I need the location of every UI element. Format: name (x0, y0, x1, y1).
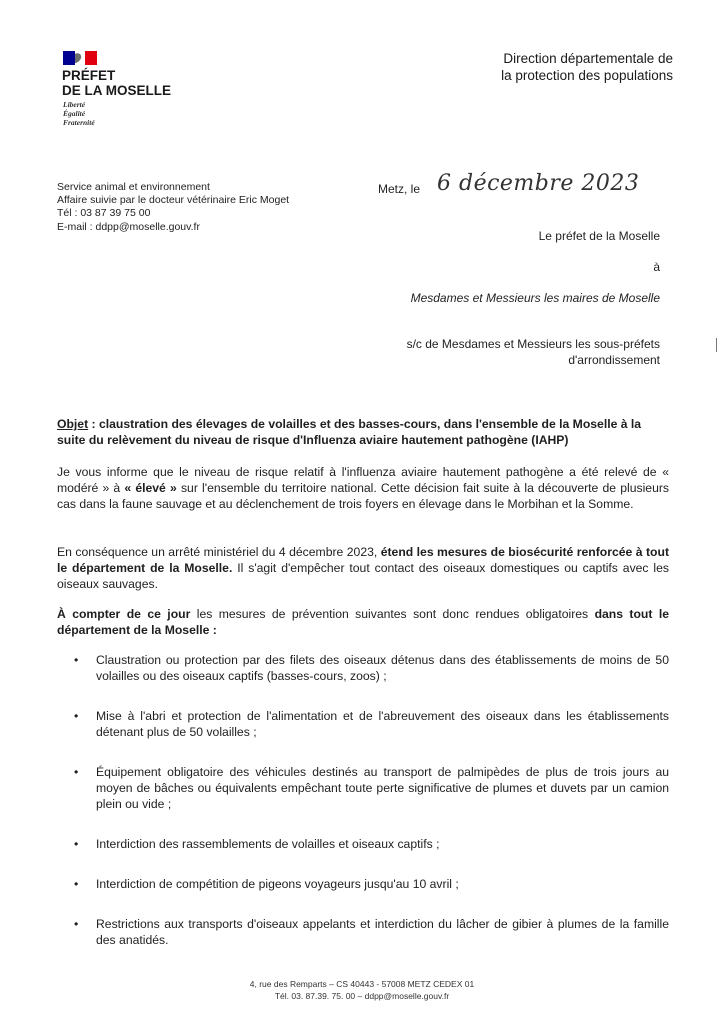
p3-text-bold-a: À compter de ce jour (57, 607, 191, 621)
handwritten-date: 6 décembre 2023 (437, 171, 640, 196)
motto-egalite: Égalité (63, 109, 86, 118)
footer-contact: Tél. 03. 87.39. 75. 00 – ddpp@moselle.gouv.fr (274, 991, 450, 1001)
measures-list (57, 652, 669, 948)
bullet-icon: • (74, 917, 79, 931)
p2-text-c: Il s'agit d'empêcher tout contact des oiseaux domestiques ou captifs avec les oiseaux sauvages. (57, 561, 670, 591)
subject-line (57, 416, 668, 448)
marianne-flag-logo (63, 51, 97, 65)
direction-title (501, 50, 673, 84)
p2-text-bold: étend les mesures de biosécurité renforcée à tout le département de la Moselle. (57, 545, 670, 575)
p1-text-c: sur l'ensemble du territoire national. Cette décision fait suite à la découverte de plusieurs cas dans la faune sauvage et au déclenchement de trois foyers en élevage dans le Morbihan et la Somme. (57, 481, 669, 511)
sender-line: Le préfet de la Moselle (538, 229, 660, 243)
scan-margin-mark (716, 338, 717, 352)
p3-text-b: les mesures de prévention suivantes sont donc rendues obligatoires (190, 607, 595, 621)
measure-text: Claustration ou protection par des filets des oiseaux détenus dans des établissements de moins de 50 volailles ou des oiseaux captifs (basses-cours, zoos) ; (96, 653, 669, 683)
sc-line-1: s/c de Mesdames et Messieurs les sous-préfets (406, 337, 660, 351)
list-item (57, 764, 669, 812)
recipient-sous-prefets (407, 336, 660, 368)
list-item (57, 836, 669, 852)
subject-text: : claustration des élevages de volailles et des basses-cours, dans l'ensemble de la Moselle à la suite du relèvement du niveau de risque d'Influenza aviaire hautement pathogène (IAHP) (57, 417, 642, 447)
measure-text: Interdiction de compétition de pigeons voyageurs jusqu'au 10 avril ; (96, 877, 459, 891)
direction-line-1: Direction départementale de (503, 51, 673, 66)
measure-text: Interdiction des rassemblements de volailles et oiseaux captifs ; (96, 837, 440, 851)
measure-text: Mise à l'abri et protection de l'alimentation et de l'abreuvement des oiseaux dans les établissements détenant plus de 50 volailles ; (96, 709, 669, 739)
date-place: Metz, le (378, 182, 421, 196)
bullet-icon: • (74, 765, 79, 779)
paragraph-arrete (57, 544, 669, 592)
list-item (57, 652, 669, 684)
flag-blue-band (63, 51, 75, 65)
prefecture-logo-text (62, 68, 171, 98)
republic-motto (63, 100, 95, 127)
footer-address: 4, rue des Remparts – CS 40443 - 57008 METZ CEDEX 01 (249, 979, 475, 989)
bullet-icon: • (74, 709, 79, 723)
contact-block (57, 181, 289, 234)
case-officer: Affaire suivie par le docteur vétérinaire Eric Moget (57, 194, 290, 207)
contact-phone: Tél : 03 87 39 75 00 (57, 207, 151, 220)
logo-line-1: PRÉFET (62, 68, 116, 83)
to-line: à (653, 260, 660, 274)
measure-text: Restrictions aux transports d'oiseaux appelants et interdiction du lâcher de gibier à plumes de la famille des anatidés. (96, 917, 669, 947)
measure-text: Équipement obligatoire des véhicules destinés au transport de palmipèdes de plus de trois jours au moyen de bâches ou équivalents empêchant toute perte significative de plumes et duvets par un camion plein ou vide ; (96, 765, 669, 811)
paragraph-risk-level (57, 464, 669, 512)
motto-fraternite: Fraternité (63, 118, 95, 127)
p2-text-a: En conséquence un arrêté ministériel du 4 décembre 2023, (57, 545, 381, 559)
bullet-icon: • (74, 653, 79, 667)
page-footer (0, 978, 724, 1002)
recipient-maires: Mesdames et Messieurs les maires de Moselle (410, 291, 660, 305)
paragraph-measures-intro (57, 606, 669, 638)
logo-line-2: DE LA MOSELLE (62, 83, 172, 98)
direction-line-2: la protection des populations (501, 68, 673, 83)
contact-email: E-mail : ddpp@moselle.gouv.fr (57, 220, 200, 233)
flag-red-band (85, 51, 97, 65)
sc-line-2: d'arrondissement (568, 353, 660, 367)
p3-text-bold-c: dans tout le département de la Moselle : (57, 607, 670, 637)
list-item (57, 916, 669, 948)
motto-liberte: Liberté (63, 100, 86, 109)
bullet-icon: • (74, 837, 79, 851)
list-item (57, 708, 669, 740)
p1-text-bold: « élevé » (124, 481, 177, 495)
list-item (57, 876, 669, 892)
subject-label: Objet (57, 417, 89, 431)
service-name: Service animal et environnement (57, 181, 210, 193)
bullet-icon: • (74, 877, 79, 891)
p1-text-a: Je vous informe que le niveau de risque relatif à l'influenza aviaire hautement pathogène a été relevé de « modéré » à (57, 465, 669, 495)
